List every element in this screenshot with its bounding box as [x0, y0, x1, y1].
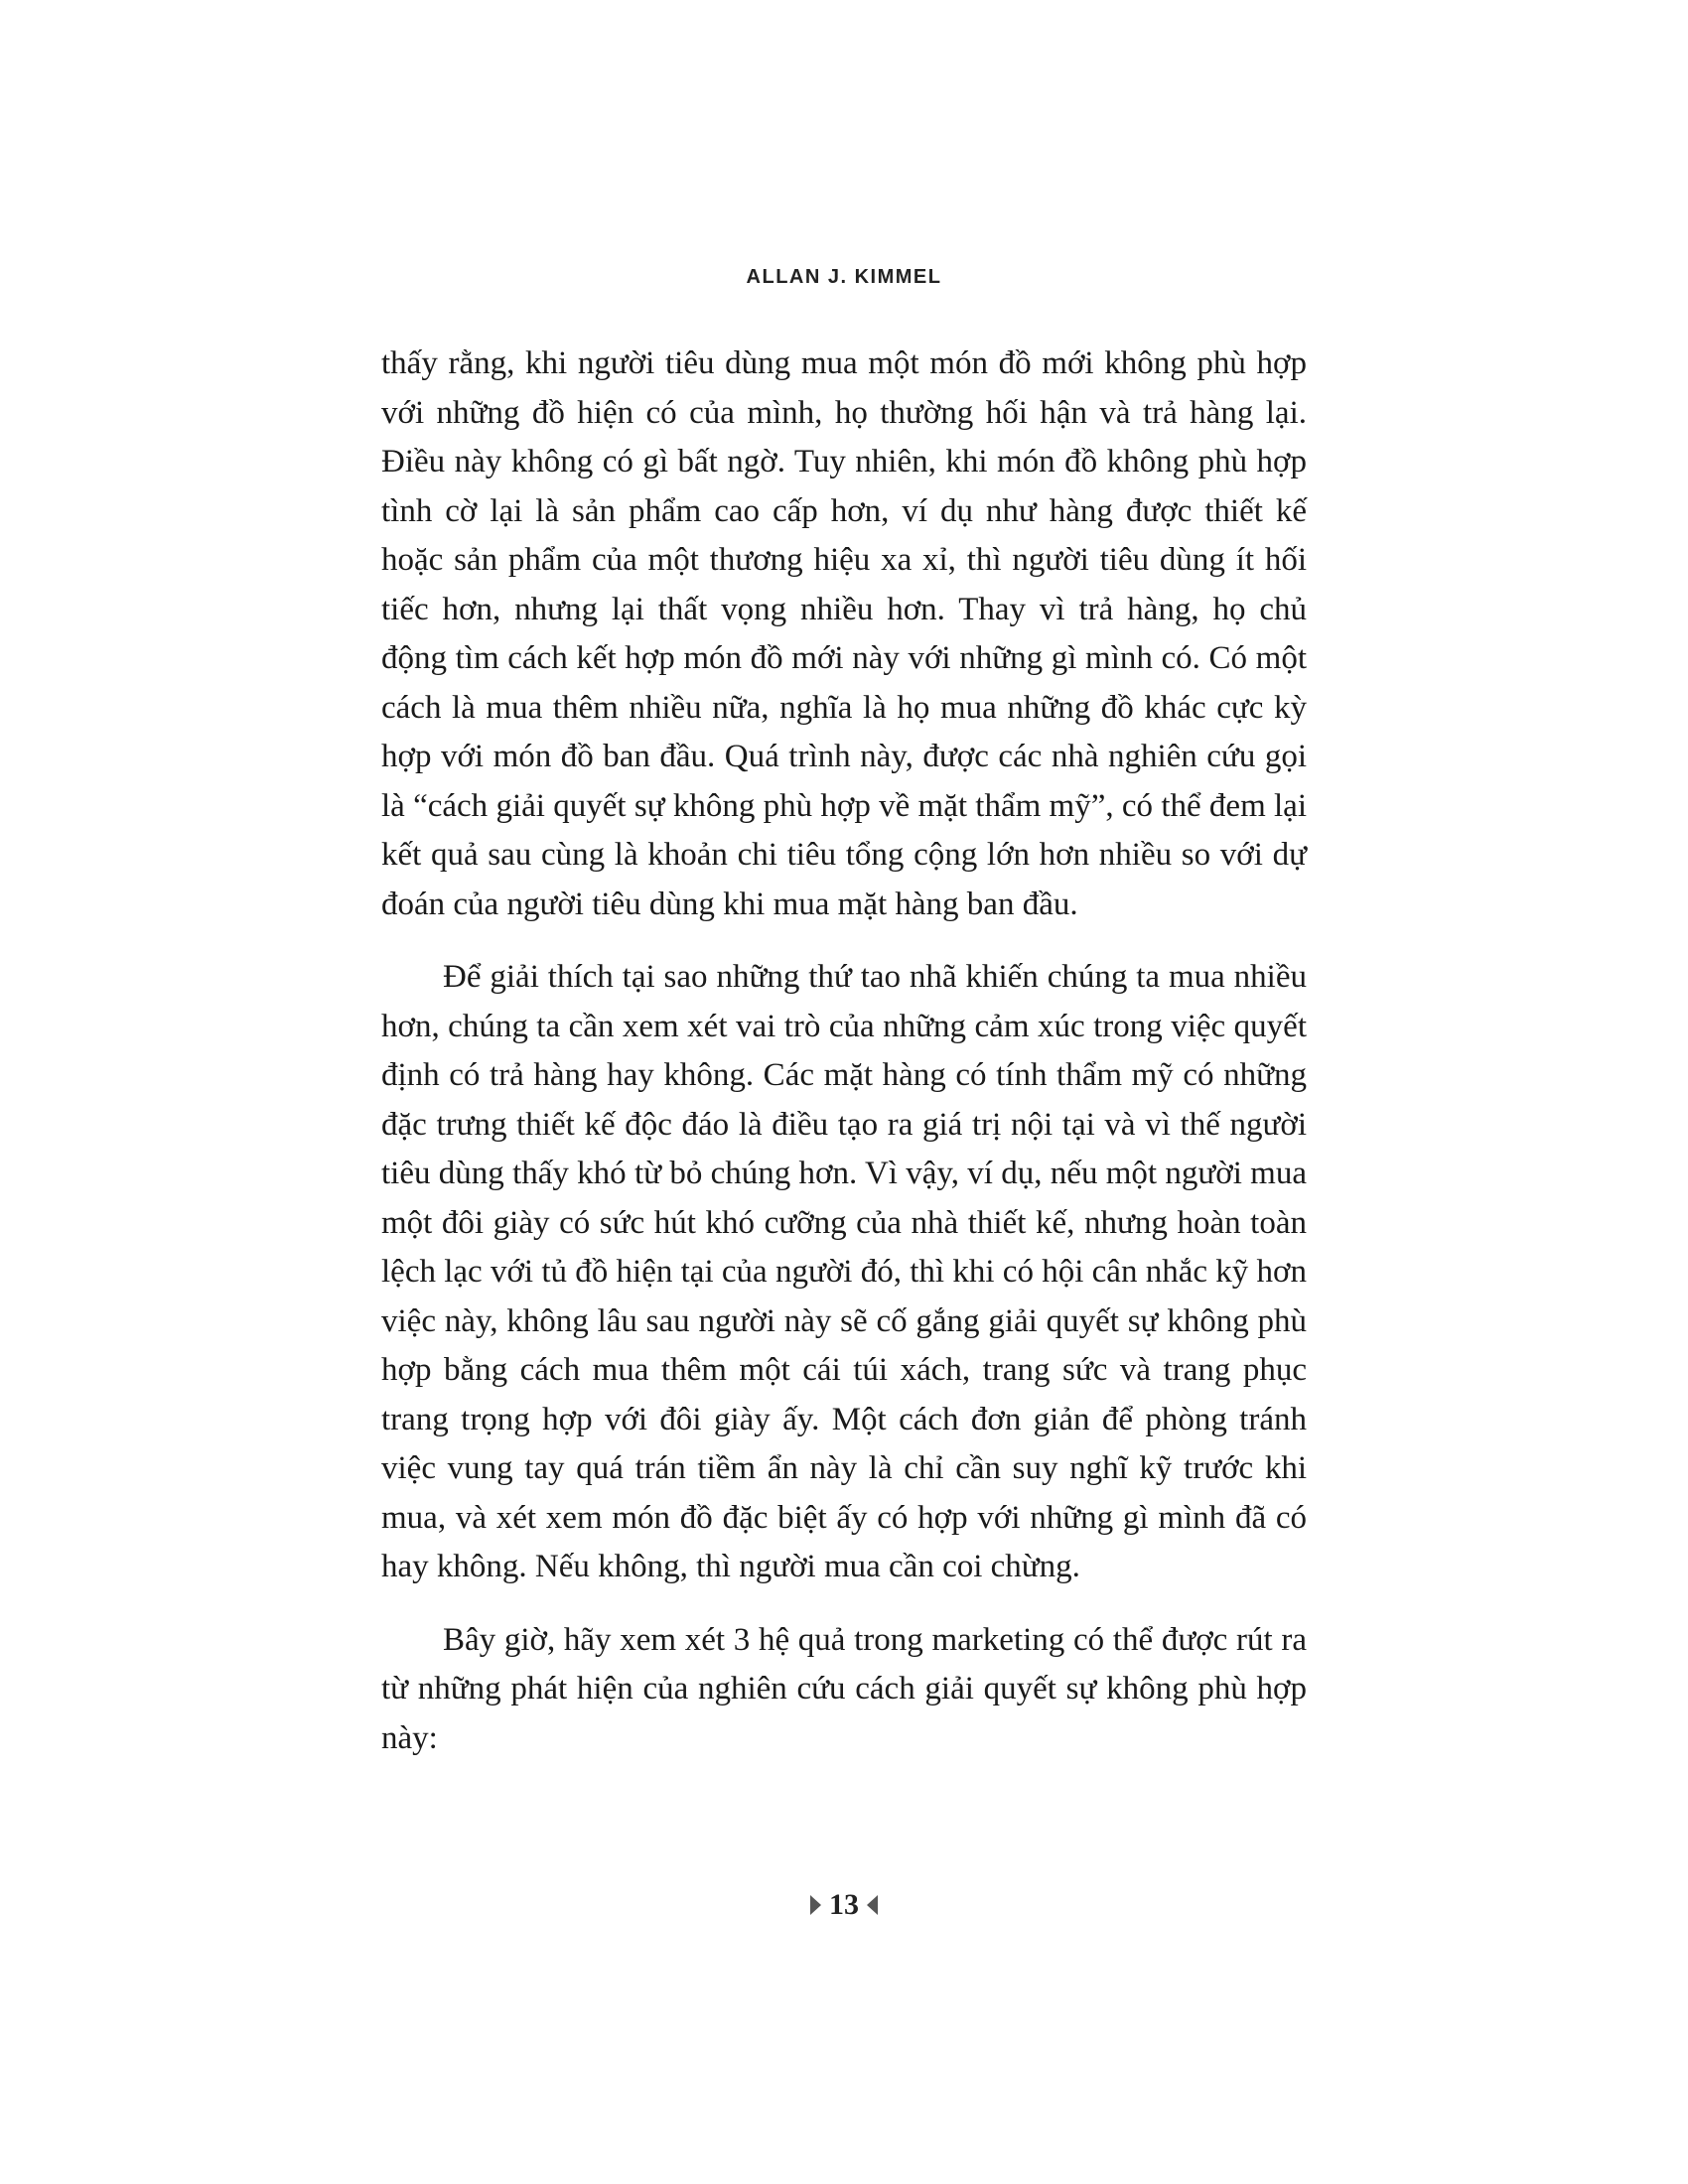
page-number: 13: [829, 1888, 859, 1921]
paragraph-3: Bây giờ, hãy xem xét 3 hệ quả trong marketing có thể được rút ra từ những phát hiện của nghiên cứu cách giải quyết sự không phù hợp này:: [381, 1621, 1307, 1756]
running-head-author: ALLAN J. KIMMEL: [746, 266, 942, 288]
right-pointing-triangle-icon: [810, 1895, 821, 1915]
paragraph-1: thấy rằng, khi người tiêu dùng mua một món đồ mới không phù hợp với những đồ hiện có của mình, họ thường hối hận và trả hàng lại. Điều này không có gì bất ngờ. Tuy nhiên, khi món đồ không phù hợp tình cờ lại là sản phẩm cao cấp hơn, ví dụ như hàng được thiết kế hoặc sản phẩm của một thương hiệu xa xỉ, thì người tiêu dùng ít hối tiếc hơn, nhưng lại thất vọng nhiều hơn. Thay vì trả hàng, họ chủ động tìm cách kết hợp món đồ mới này với những gì mình có. Có một cách là mua thêm nhiều nữa, nghĩa là họ mua những đồ khác cực kỳ hợp với món đồ ban đầu. Quá trình này, được các nhà nghiên cứu gọi là “cách giải quyết sự không phù hợp về mặt thẩm mỹ”, có thể đem lại kết quả sau cùng là khoản chi tiêu tổng cộng lớn hơn nhiều so với dự đoán của người tiêu dùng khi mua mặt hàng ban đầu.: [381, 345, 1307, 922]
body-text: [381, 340, 1307, 1763]
left-pointing-triangle-icon: [867, 1895, 878, 1915]
paragraph-2: Để giải thích tại sao những thứ tao nhã khiến chúng ta mua nhiều hơn, chúng ta cần xem xét vai trò của những cảm xúc trong việc quyết định có trả hàng hay không. Các mặt hàng có tính thẩm mỹ có những đặc trưng thiết kế độc đáo là điều tạo ra giá trị nội tại và vì thế người tiêu dùng thấy khó từ bỏ chúng hơn. Vì vậy, ví dụ, nếu một người mua một đôi giày có sức hút khó cưỡng của nhà thiết kế, nhưng hoàn toàn lệch lạc với tủ đồ hiện tại của người đó, thì khi có hội cân nhắc kỹ hơn việc này, không lâu sau người này sẽ cố gắng giải quyết sự không phù hợp bằng cách mua thêm một cái túi xách, trang sức và trang phục trang trọng hợp với đôi giày ấy. Một cách đơn giản để phòng tránh việc vung tay quá trán tiềm ẩn này là chỉ cần suy nghĩ kỹ trước khi mua, và xét xem món đồ đặc biệt ấy có hợp với những gì mình đã có hay không. Nếu không, thì người mua cần coi chừng.: [381, 959, 1307, 1584]
page-number-folio: [0, 1888, 1688, 1922]
